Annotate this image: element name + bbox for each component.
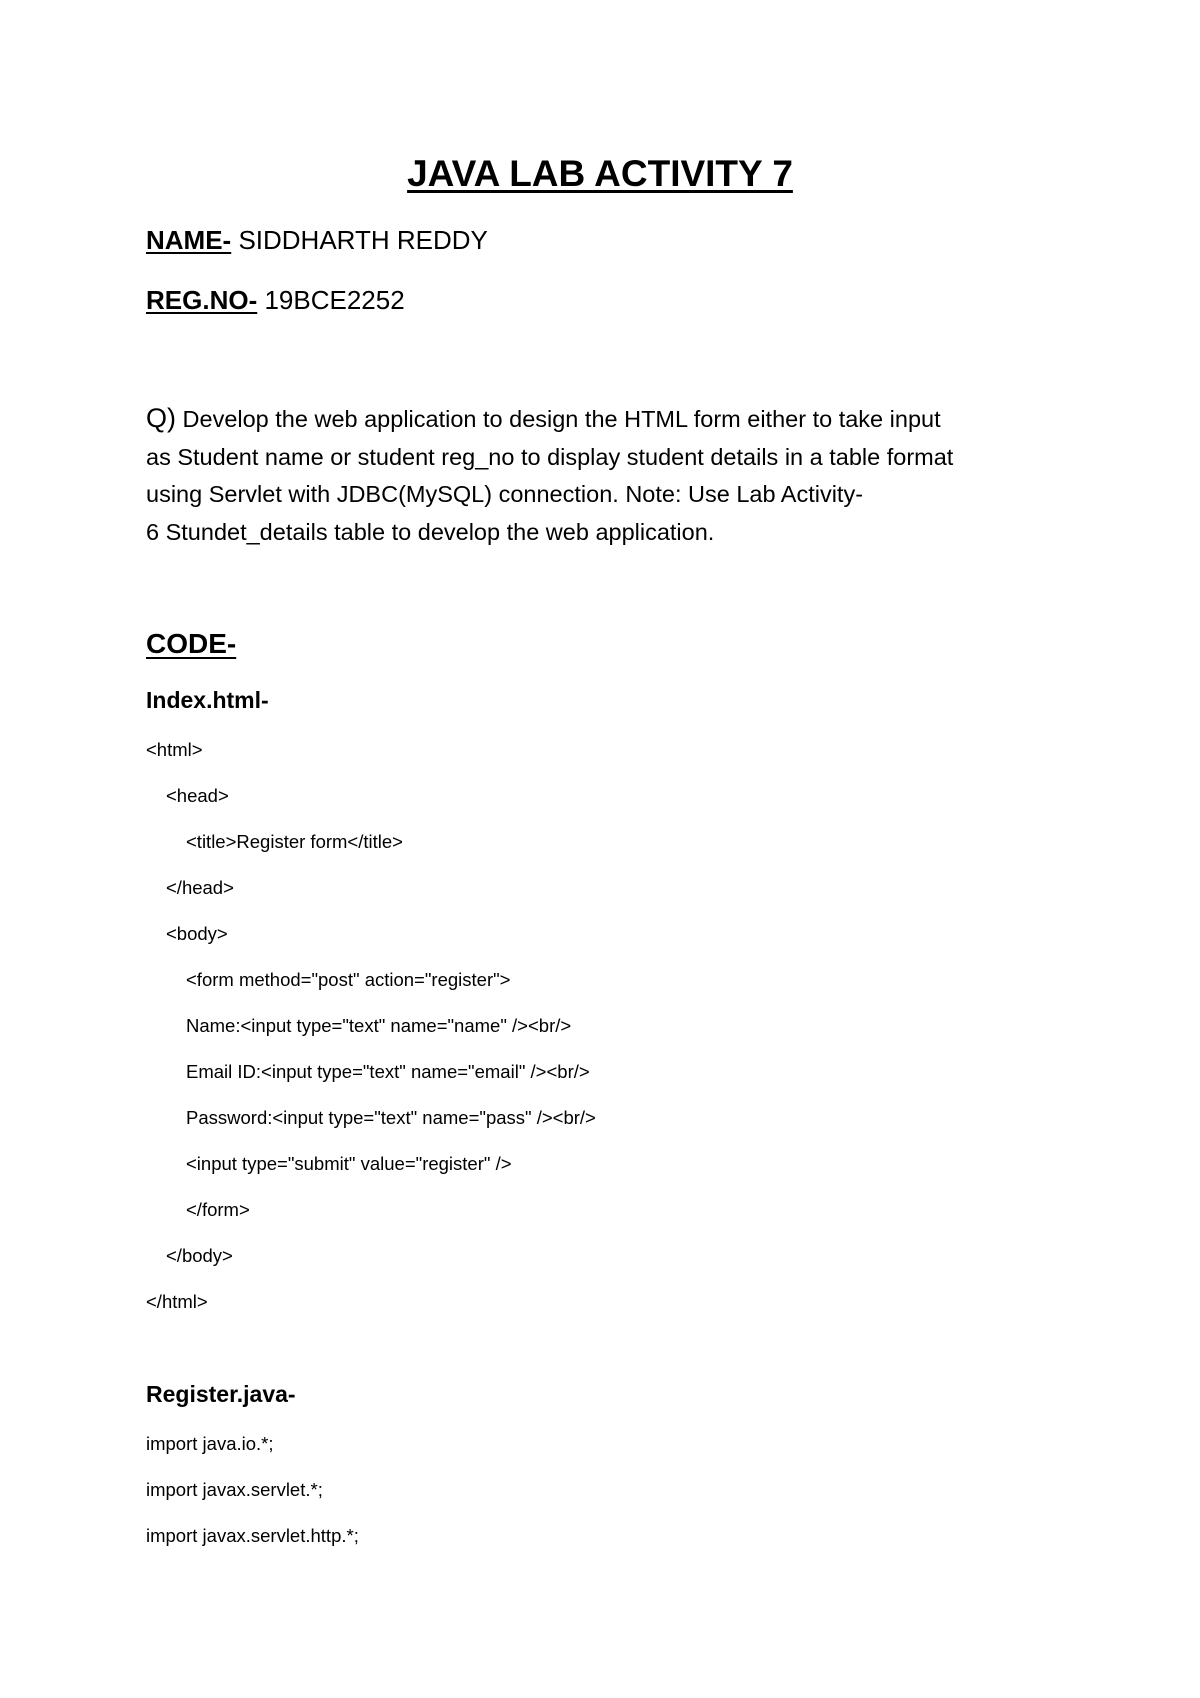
register-java-heading: Register.java- — [146, 1381, 296, 1407]
question-paragraph — [146, 400, 1076, 551]
question-text: Develop the web application to design the HTML form either to take input — [176, 406, 941, 432]
code-line: <html> — [146, 739, 203, 760]
code-line: import javax.servlet.*; — [146, 1479, 323, 1500]
code-line: Password:<input type="text" name="pass" /><br/> — [186, 1107, 596, 1128]
code-line: import javax.servlet.http.*; — [146, 1525, 359, 1546]
code-line: import java.io.*; — [146, 1433, 274, 1454]
name-label: NAME- — [146, 225, 232, 255]
document-title-text: JAVA LAB ACTIVITY 7 — [407, 153, 793, 194]
document-title — [0, 150, 1200, 198]
question-line — [146, 400, 1076, 439]
code-line: <head> — [166, 785, 229, 806]
question-marker: Q) — [146, 403, 176, 433]
code-section-heading: CODE- — [146, 628, 237, 659]
code-line: </form> — [186, 1199, 250, 1220]
student-name-line — [146, 223, 488, 257]
code-line: </head> — [166, 877, 234, 898]
reg-label: REG.NO- — [146, 285, 258, 315]
question-line: 6 Stundet_details table to develop the web application. — [146, 518, 715, 545]
code-line: Email ID:<input type="text" name="email" /><br/> — [186, 1061, 590, 1082]
code-line: <body> — [166, 923, 228, 944]
question-line: using Servlet with JDBC(MySQL) connection. Note: Use Lab Activity- — [146, 481, 864, 507]
name-value: SIDDHARTH REDDY — [231, 225, 488, 255]
question-line: as Student name or student reg_no to display student details in a table format — [146, 443, 954, 470]
code-line: <form method="post" action="register"> — [186, 969, 511, 990]
code-line: <title>Register form</title> — [186, 831, 403, 852]
code-line: <input type="submit" value="register" /> — [186, 1153, 512, 1174]
code-line: </body> — [166, 1245, 233, 1266]
code-line: </html> — [146, 1291, 208, 1312]
reg-value: 19BCE2252 — [257, 285, 405, 315]
index-html-heading: Index.html- — [146, 687, 269, 713]
registration-number-line — [146, 283, 405, 317]
code-line: Name:<input type="text" name="name" /><br/> — [186, 1015, 572, 1036]
